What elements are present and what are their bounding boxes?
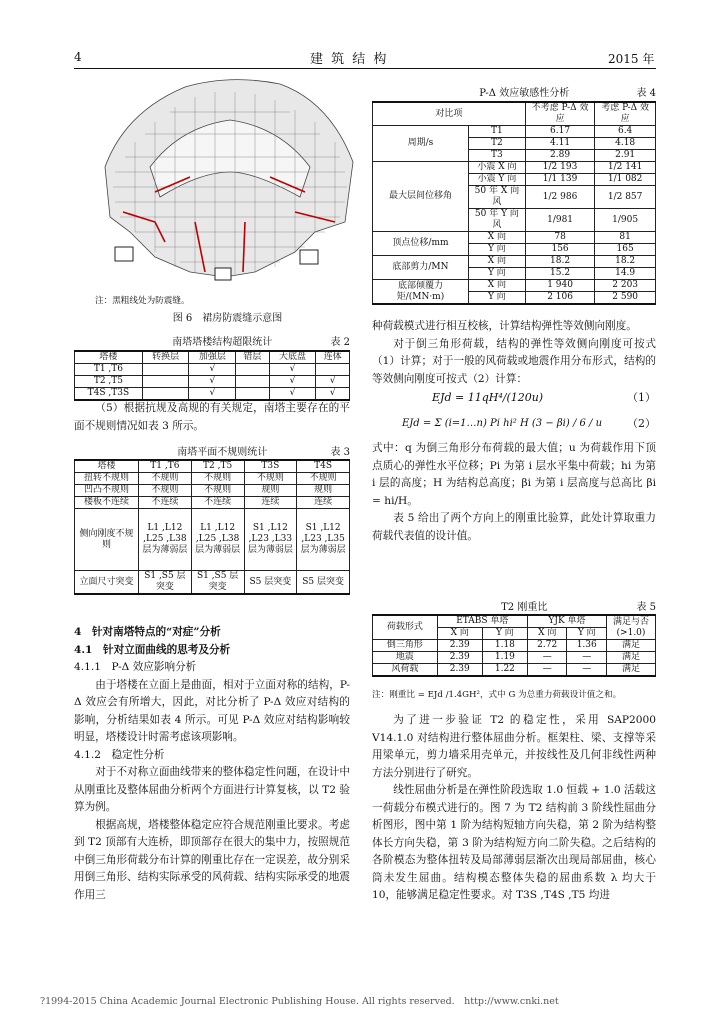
- table4-header: 对比项: [373, 102, 526, 126]
- table4-cell: 1/1 139: [525, 174, 594, 186]
- journal-year: 2015 年: [608, 52, 655, 66]
- table3-cell: 不规则: [139, 473, 192, 485]
- table4-group-label: 底部剪力/MN: [373, 256, 469, 280]
- header-rule: [74, 68, 656, 69]
- table5-cell: 1.36: [567, 640, 607, 652]
- table4-cell: X 向: [468, 256, 525, 268]
- table5-cell: 2.39: [437, 652, 482, 664]
- equation-1-number: （1）: [627, 391, 656, 405]
- paragraph: 对于不对称立面曲线带来的整体稳定性问题，在设计中从刚重比及整体屈曲分析两个方面进行计算复核，以 T2 验算为例。: [74, 766, 350, 813]
- table5-note: 注：刚重比 = EJd /1.4GH²，式中 G 为总重力荷载设计值之和。: [372, 690, 622, 700]
- table5-cell: 满足: [607, 652, 656, 664]
- table3: [74, 459, 350, 595]
- table3-label: 表 3: [330, 447, 350, 458]
- table4-cell: 50 年 Y 向风: [468, 209, 525, 232]
- table2-header: 加强层: [189, 351, 236, 364]
- table5-title: T2 刚重比: [501, 602, 548, 613]
- table4-cell: Y 向: [468, 292, 525, 305]
- table2-cell: [236, 388, 270, 401]
- table5-header: ETABS 单塔: [437, 615, 527, 628]
- table4-cell: 4.18: [595, 138, 656, 150]
- table3-cell: S5 层突变: [297, 571, 350, 595]
- table2-cell: √: [269, 388, 316, 401]
- table-row: [373, 640, 656, 652]
- equation-2-body: EJd = Σ (i=1…n) Pi hi² H (3 − βi) / 6 / u: [402, 418, 603, 430]
- table5-header: 荷载形式: [373, 615, 438, 640]
- table3-caption: [74, 443, 350, 458]
- table5-subheader: X 向: [437, 628, 482, 640]
- table2-cell: [142, 388, 189, 401]
- table-row: [75, 485, 350, 497]
- table3-cell: L1 ,L12 ,L25 ,L38 层为薄弱层: [139, 509, 192, 571]
- table4: [372, 101, 656, 305]
- table4-title: P-Δ 效应敏感性分析: [479, 88, 570, 99]
- table5: [372, 614, 656, 677]
- table4-cell: 18.2: [525, 256, 594, 268]
- table3-cell: 不规则: [244, 473, 297, 485]
- table5-cell: —: [527, 664, 567, 677]
- table5-cell: 风荷载: [373, 664, 438, 677]
- table4-cell: X 向: [468, 232, 525, 244]
- table4-cell: 78: [525, 232, 594, 244]
- table4-cell: 50 年 X 向风: [468, 186, 525, 209]
- table2-cell: T1 ,T6: [75, 364, 143, 376]
- table3-cell: 连续: [244, 497, 297, 509]
- table-row: [373, 652, 656, 664]
- table2-cell: √: [189, 376, 236, 388]
- table2-cell: √: [316, 376, 350, 388]
- right-column-text-2: [372, 712, 656, 905]
- table2-cell: [142, 376, 189, 388]
- table4-cell: 2 106: [525, 292, 594, 305]
- paragraph: （5）根据抗规及高规的有关规定，南塔主要存在的平面不规则情况如表 3 所示。: [74, 402, 350, 432]
- table3-cell: 不连续: [191, 497, 244, 509]
- table2-header: 转换层: [142, 351, 189, 364]
- table4-cell: T1: [468, 126, 525, 138]
- table4-cell: 14.9: [595, 268, 656, 280]
- equation-1-body: EJd = 11qH⁴/(120u): [432, 391, 544, 405]
- table3-cell: 连续: [297, 497, 350, 509]
- table4-cell: 4.11: [525, 138, 594, 150]
- table3-cell: S1 ,S5 层突变: [139, 571, 192, 595]
- paragraph: 种荷载模式进行相互校核，计算结构弹性等效侧向刚度。: [372, 320, 637, 332]
- table2-cell: [316, 364, 350, 376]
- table5-caption: [372, 598, 656, 613]
- section-4-title: 4 针对南塔特点的“对症”分析: [74, 626, 221, 638]
- table3-header: T1 ,T6: [139, 460, 192, 473]
- table4-cell: 2.89: [525, 150, 594, 162]
- table3-cell: S5 层突变: [244, 571, 297, 595]
- table4-cell: 18.2: [595, 256, 656, 268]
- table5-cell: —: [567, 664, 607, 677]
- table4-header: 考虑 P-Δ 效应: [595, 102, 656, 126]
- table5-cell: 倒三角形: [373, 640, 438, 652]
- table4-cell: 1/2 193: [525, 162, 594, 174]
- table2-cell: [236, 364, 270, 376]
- table3-cell: 不规则: [139, 485, 192, 497]
- table2-cell: √: [316, 388, 350, 401]
- table5-cell: 2.39: [437, 664, 482, 677]
- table3-cell: 不规则: [191, 485, 244, 497]
- table2-header: 错层: [236, 351, 270, 364]
- table-row: [75, 509, 350, 571]
- table5-label: 表 5: [636, 602, 656, 613]
- left-para-1-block: [74, 400, 350, 435]
- table-row: [75, 497, 350, 509]
- equation-2: [372, 408, 656, 440]
- table2-cell: √: [269, 376, 316, 388]
- copyright-footer: ?1994-2015 China Academic Journal Electronic Publishing House. All rights reserved. http://www.cnki.net: [40, 996, 559, 1007]
- table5-cell: —: [527, 652, 567, 664]
- journal-title: 建 筑 结 构: [310, 52, 389, 67]
- table4-cell: 2.91: [595, 150, 656, 162]
- table3-header: T4S: [297, 460, 350, 473]
- table3-cell: L1 ,L12 ,L25 ,L38 层为薄弱层: [191, 509, 244, 571]
- table3-header: T3S: [244, 460, 297, 473]
- figure6-note: 注：黑粗线处为防震缝。: [95, 296, 190, 306]
- table4-cell: Y 向: [468, 268, 525, 280]
- table4-group-label: 周期/s: [373, 126, 469, 162]
- table5-cell: 1.18: [482, 640, 527, 652]
- paragraph: 表 5 给出了两个方向上的刚重比验算，此处计算取重力荷载代表值的设计值。: [372, 512, 656, 542]
- table3-header: 塔楼: [75, 460, 139, 473]
- table4-cell: 小震 X 向: [468, 162, 525, 174]
- table5-subheader: X 向: [527, 628, 567, 640]
- table4-cell: 2 203: [595, 280, 656, 292]
- table2-cell: [236, 376, 270, 388]
- table5-cell: 满足: [607, 640, 656, 652]
- table4-caption: [372, 84, 656, 99]
- table5-cell: 2.72: [527, 640, 567, 652]
- section-4-1-title: 4.1 针对立面曲线的思考及分析: [74, 643, 231, 656]
- table4-cell: 165: [595, 244, 656, 256]
- table3-cell: S1 ,L12 ,L23 ,L33 层为薄弱层: [244, 509, 297, 571]
- table2-header: 塔楼: [75, 351, 143, 364]
- table-row: [373, 162, 656, 174]
- table5-cell: 1.22: [482, 664, 527, 677]
- table4-cell: 156: [525, 244, 594, 256]
- table3-cell: 楼板不连续: [75, 497, 139, 509]
- table3-cell: 不规则: [297, 473, 350, 485]
- table2-cell: T2 ,T5: [75, 376, 143, 388]
- equation-1: [372, 388, 656, 408]
- table2-cell: √: [189, 388, 236, 401]
- table4-cell: 1/2 141: [595, 162, 656, 174]
- paragraph: 线性屈曲分析是在弹性阶段选取 1.0 恒载 + 1.0 活载这一荷载分布模式进行的。图 7 为 T2 结构前 3 阶线性屈曲分析图形，图中第 1 阶为结构短轴方向失稳，第 2 阶为结构整体长方向失稳，第 3 阶为结构短方向二阶失稳。之后结构的各阶模态为整体扭转及局部薄弱层渐次出现局部屈曲，核心筒未发生屈曲。结构模态整体失稳的屈曲系数 λ 均大于 10，能够满足稳定性要求。对 T3S ,T4S ,T5 均进: [372, 784, 656, 901]
- table2: [74, 350, 350, 401]
- table5-cell: 1.19: [482, 652, 527, 664]
- table5-cell: 满足: [607, 664, 656, 677]
- page-number: 4: [74, 50, 82, 64]
- table4-group-label: 最大层间位移角: [373, 162, 469, 232]
- table2-header: 大底盘: [269, 351, 316, 364]
- table5-header: YJK 单塔: [527, 615, 606, 628]
- table4-header: 不考虑 P-Δ 效应: [525, 102, 594, 126]
- table3-cell: 凹凸不规则: [75, 485, 139, 497]
- table4-cell: 2 590: [595, 292, 656, 305]
- table4-cell: 6.4: [595, 126, 656, 138]
- table4-cell: 1/981: [525, 209, 594, 232]
- table5-cell: 2.39: [437, 640, 482, 652]
- table3-cell: 不规则: [191, 473, 244, 485]
- paragraph: 对于倒三角形荷载，结构的弹性等效侧向刚度可按式（1）计算；对于一般的风荷载或地震作用分布形式，结构的等效侧向刚度可按式（2）计算：: [372, 337, 656, 385]
- figure6-caption: 图 6 裙房防震缝示意图: [172, 313, 283, 324]
- table5-subheader: Y 向: [482, 628, 527, 640]
- table2-cell: √: [269, 364, 316, 376]
- table3-cell: 立面尺寸突变: [75, 571, 139, 595]
- table-row: [75, 473, 350, 485]
- table2-cell: T4S ,T3S: [75, 388, 143, 401]
- table4-cell: X 向: [468, 280, 525, 292]
- table5-header: 满足与否(>1.0): [607, 615, 656, 640]
- table-row: [75, 388, 350, 401]
- table5-cell: —: [567, 652, 607, 664]
- table-row: [75, 364, 350, 376]
- table4-cell: 1 940: [525, 280, 594, 292]
- table-row: [75, 376, 350, 388]
- table3-cell: 规则: [244, 485, 297, 497]
- paragraph: 由于塔楼在立面上是曲面，相对于立面对称的结构，P-Δ 效应会有所增大，因此，对比分析了 P-Δ 效应对结构的影响，分析结果如表 4 所示。可见 P-Δ 效应对结构影响较明显，塔楼设计时需考虑该项影响。: [74, 678, 350, 743]
- table4-group-label: 顶点位移/mm: [373, 232, 469, 256]
- paragraph: 根据高规，塔楼整体稳定应符合规范刚重比要求。考虑到 T2 顶部有大连桥，即顶部存在很大的集中力，按照规范中倒三角形荷载分布计算的刚重比存在一定误差，故分别采用倒三角形、结构实际承受的风荷载、结构实际承受的地震作用三: [74, 818, 350, 901]
- table2-title: 南塔塔楼结构超限统计: [172, 337, 273, 348]
- table2-caption: [74, 333, 350, 348]
- table2-cell: √: [189, 364, 236, 376]
- table2-label: 表 2: [330, 337, 350, 348]
- equation-2-number: （2）: [627, 417, 656, 431]
- table3-header: T2 ,T5: [191, 460, 244, 473]
- paragraph: 式中：q 为倒三角形分布荷载的最大值；u 为荷载作用下顶点质心的弹性水平位移；Pi 为第 i 层水平集中荷载；hi 为第 i 层的高度；H 为结构总高度；βi 为第 i 层高度与总高比 βi = hi/H。: [372, 442, 656, 507]
- table3-title: 南塔平面不规则统计: [177, 447, 268, 458]
- table4-cell: 15.2: [525, 268, 594, 280]
- right-column-text-1: [372, 318, 656, 545]
- table-row: [373, 126, 656, 138]
- table4-cell: 1/2 986: [525, 186, 594, 209]
- table3-cell: 侧向刚度不规则: [75, 509, 139, 571]
- table4-cell: Y 向: [468, 244, 525, 256]
- table-row: [373, 280, 656, 292]
- table5-cell: 地震: [373, 652, 438, 664]
- table4-label: 表 4: [636, 88, 656, 99]
- table-row: [373, 664, 656, 677]
- section-4-1-1-title: 4.1.1 P-Δ 效应影响分析: [74, 661, 197, 673]
- table2-header: 连体: [316, 351, 350, 364]
- table5-subheader: Y 向: [567, 628, 607, 640]
- table-row: [75, 571, 350, 595]
- table4-cell: T2: [468, 138, 525, 150]
- table4-cell: T3: [468, 150, 525, 162]
- table4-cell: 1/1 082: [595, 174, 656, 186]
- left-column-body: [74, 624, 350, 904]
- table4-cell: 1/2 857: [595, 186, 656, 209]
- table3-cell: 扭转不规则: [75, 473, 139, 485]
- section-4-1-2-title: 4.1.2 稳定性分析: [74, 748, 165, 761]
- table-row: [373, 232, 656, 244]
- table4-group-label: 底部倾覆力矩/(MN·m): [373, 280, 469, 305]
- paragraph: 为了进一步验证 T2 的稳定性，采用 SAP2000 V14.1.0 对结构进行整体屈曲分析。框架柱、梁、支撑等采用梁单元，剪力墙采用壳单元，并按线性及几何非线性两种方法分别进行了研究。: [372, 714, 656, 779]
- figure6-plan-drawing: [95, 72, 360, 292]
- table2-cell: [142, 364, 189, 376]
- table3-cell: S1 ,S5 层突变: [191, 571, 244, 595]
- table4-cell: 小震 Y 向: [468, 174, 525, 186]
- table3-cell: S1 ,L12 ,L23 ,L35 层为薄弱层: [297, 509, 350, 571]
- table-row: [373, 256, 656, 268]
- table4-cell: 1/905: [595, 209, 656, 232]
- table3-cell: 规则: [297, 485, 350, 497]
- table4-cell: 81: [595, 232, 656, 244]
- table3-cell: 不连续: [139, 497, 192, 509]
- table4-cell: 6.17: [525, 126, 594, 138]
